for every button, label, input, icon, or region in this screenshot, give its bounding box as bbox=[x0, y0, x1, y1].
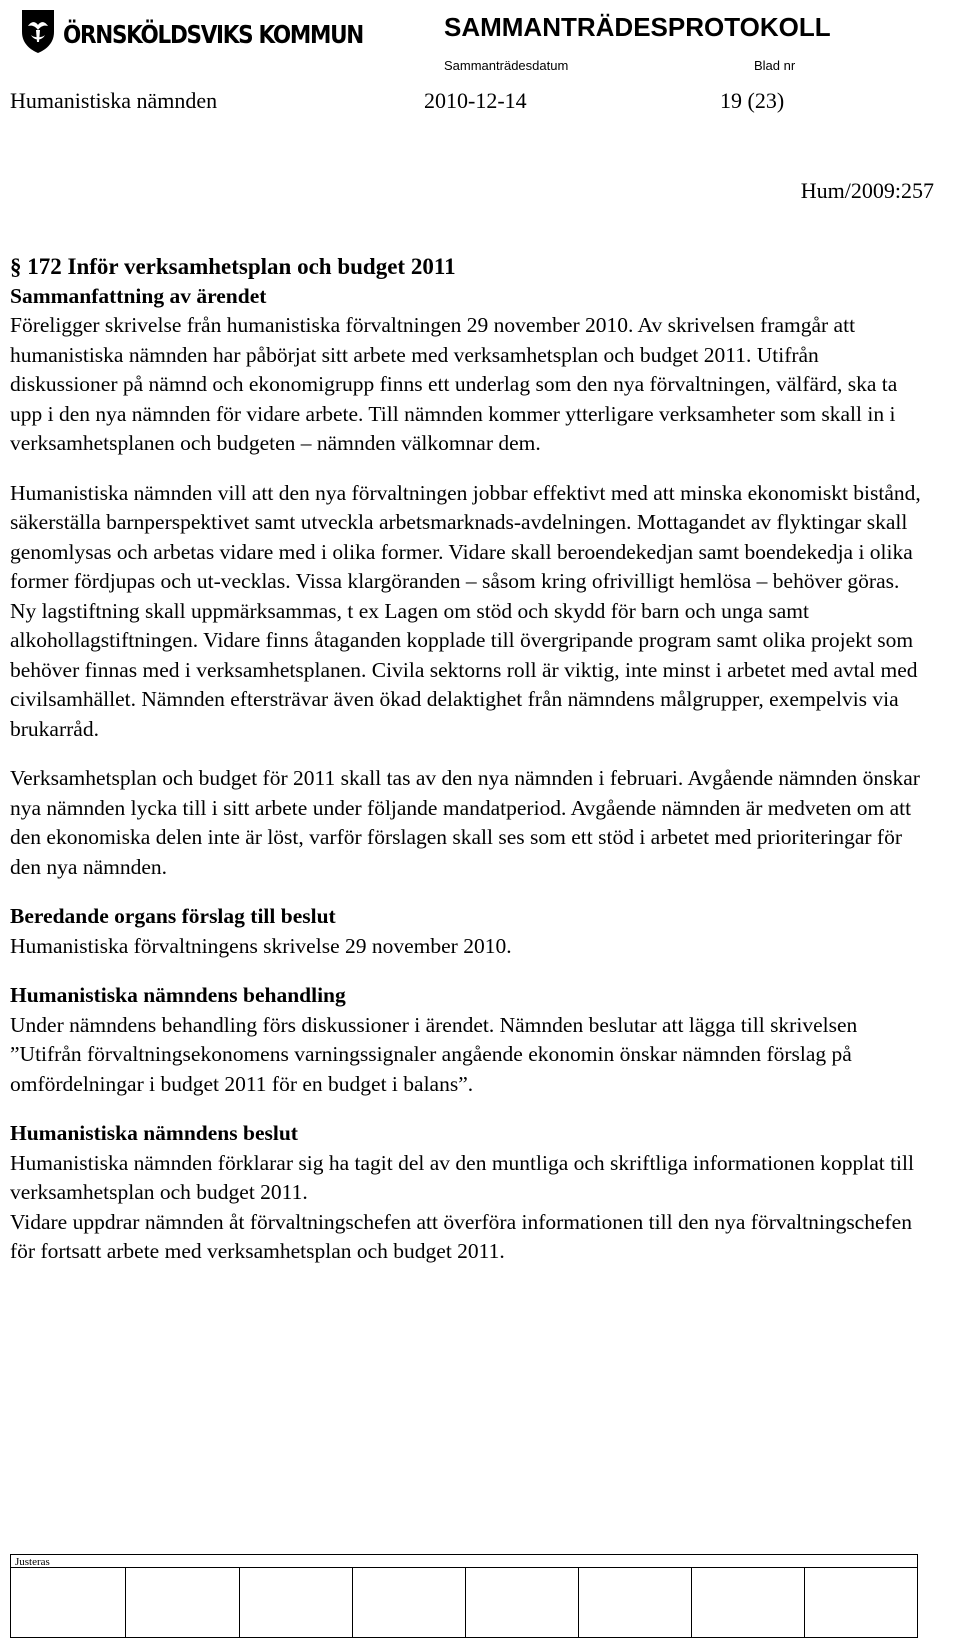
committee-name: Humanistiska nämnden bbox=[10, 88, 218, 113]
signature-box-2 bbox=[125, 1568, 240, 1637]
document-type-title: SAMMANTRÄDESPROTOKOLL bbox=[444, 12, 831, 42]
meeting-date: 2010-12-14 bbox=[424, 88, 527, 113]
proposal-heading: Beredande organs förslag till beslut bbox=[10, 904, 336, 928]
protocol-content bbox=[10, 252, 930, 1267]
signature-table bbox=[10, 1554, 918, 1638]
signature-box-5 bbox=[465, 1568, 579, 1637]
signature-box-6 bbox=[578, 1568, 692, 1637]
proposal-paragraph: Humanistiska förvaltningens skrivelse 29 november 2010. bbox=[10, 933, 512, 958]
decision-paragraph-1: Humanistiska nämnden förklarar sig ha tagit del av den muntliga och skriftliga informationen kopplat till verksamhetsplan och budget 2011. bbox=[10, 1150, 914, 1204]
summary-heading: Sammanfattning av ärendet bbox=[10, 283, 267, 308]
section-title: § 172 Inför verksamhetsplan och budget 2011 bbox=[10, 254, 456, 279]
case-number: Hum/2009:257 bbox=[800, 178, 934, 203]
municipality-logo bbox=[20, 8, 364, 54]
signature-box-7 bbox=[691, 1568, 805, 1637]
page-number: 19 (23) bbox=[720, 88, 785, 113]
signature-box-1 bbox=[11, 1568, 126, 1637]
municipal-crest-icon bbox=[20, 8, 56, 54]
justeras-label: Justeras bbox=[15, 1556, 50, 1568]
decision-paragraph-2: Vidare uppdrar nämnden åt förvaltningschefen att överföra informationen till den nya förvaltningschefen för fortsatt arbete med verksamhetsplan och budget 2011. bbox=[10, 1209, 912, 1263]
signature-box-4 bbox=[352, 1568, 466, 1637]
summary-paragraph-3: Ny lagstiftning skall uppmärksammas, t ex Lagen om stöd och skydd för barn och unga samt alkohollagstiftningen. Vidare finns åtaganden kopplade till övergripande program samt olika projekt som behöver finnas med i verksamhetsplanen. Civila sektorns roll är viktig, inte minst i arbetet med avtal med civilsamhället. Nämnden eftersträvar även ökad delaktighet från nämndens målgrupper, exempelvis via brukarråd. bbox=[10, 598, 918, 741]
summary-paragraph-2: Humanistiska nämnden vill att den nya förvaltningen jobbar effektivt med att minska ekonomiskt bistånd, säkerställa barnperspektivet samt utveckla arbetsmarknads-avdelningen. Mottagandet av flyktingar skall genomlysas och arbetas vidare med i olika former. Vidare skall beroendekedjan samt boendekedja i olika former fördjupas och ut-vecklas. Vissa klargöranden – såsom kring ofrivilligt hemlösa – behöver göras. bbox=[10, 480, 921, 593]
meeting-date-label: Sammanträdesdatum bbox=[444, 58, 569, 73]
treatment-paragraph: Under nämndens behandling förs diskussioner i ärendet. Nämnden beslutar att lägga till skrivelsen ”Utifrån förvaltningsekonomens varningssignaler angående ekonomin önskar nämnden förslag på omfördelningar i budget 2011 för en budget i balans”. bbox=[10, 1012, 858, 1096]
treatment-heading: Humanistiska nämndens behandling bbox=[10, 983, 346, 1007]
decision-heading: Humanistiska nämndens beslut bbox=[10, 1121, 298, 1145]
summary-paragraph-4: Verksamhetsplan och budget för 2011 skall tas av den nya nämnden i februari. Avgående nämnden önskar nya nämnden lycka till i sitt arbete under följande mandatperiod. Avgående nämnden är medveten om att den ekonomiska delen inte är löst, varför förslagen skall ses som ett stöd i arbetet med prioriteringar för den nya nämnden. bbox=[10, 766, 920, 879]
summary-paragraph-1: Föreligger skrivelse från humanistiska förvaltningen 29 november 2010. Av skrivelsen framgår att humanistiska nämnden har påbörjat sitt arbete med verksamhetsplan och budget 2011. Utifrån diskussioner på nämnd och ekonomigrupp finns ett underlag som den nya förvaltningen, välfärd, ska ta upp i den nya nämnden för vidare arbete. Till nämnden kommer ytterligare verksamheter som skall in i verksamhetsplanen och budgeten – nämnden välkomnar dem. bbox=[10, 313, 898, 455]
logo-text: ÖRNSKÖLDSVIKS KOMMUN bbox=[63, 20, 364, 49]
page-number-label: Blad nr bbox=[754, 58, 796, 73]
signature-box-3 bbox=[239, 1568, 353, 1637]
